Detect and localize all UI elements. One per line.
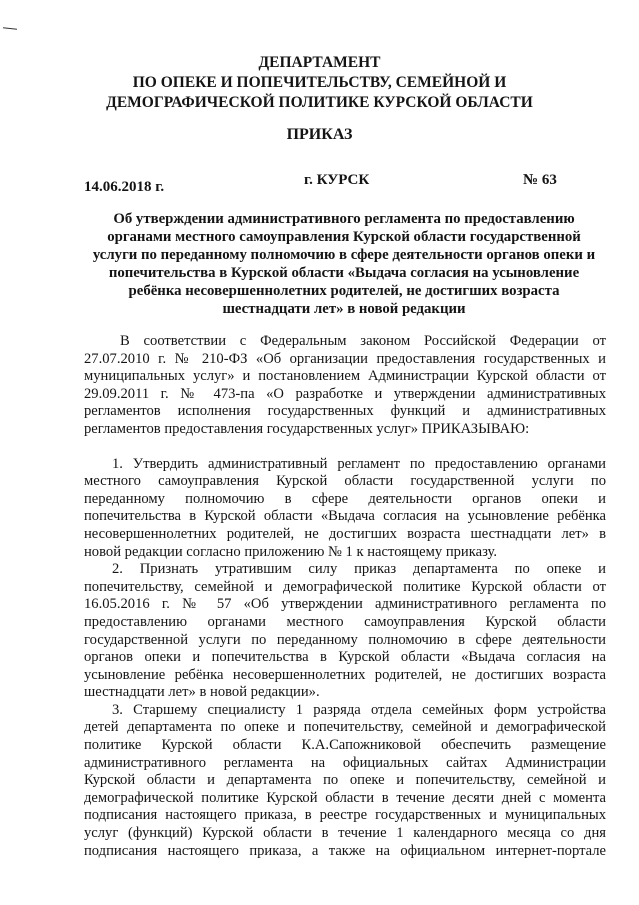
text-line: попечительства в Курской области «Выдача согласия на усыновление ребёнка — [84, 508, 606, 525]
text-line: демографической политике Курской области в течение десяти дней с момента — [84, 789, 606, 806]
scan-mark — [3, 27, 17, 29]
item-paragraph-1 — [84, 456, 606, 562]
text-line: детей департамента по опеке и попечительству, семейной и демографической — [84, 719, 606, 736]
text-line: В соответствии с Федеральным законом Российской Федерации от — [120, 333, 606, 349]
text-line: услуг (функций) Курской области в течение 1 календарного месяца со дня — [84, 825, 606, 842]
title-line: органами местного самоуправления Курской области государственной — [107, 229, 581, 245]
text-line: 16.05.2016 г. № 57 «Об утверждении административного регламента по — [84, 596, 606, 613]
text-line: подписания настоящего приказа, в реестре государственных и муниципальных — [84, 807, 606, 824]
text-line: регламентов предоставления государственных услуг» ПРИКАЗЫВАЮ: — [84, 420, 530, 437]
order-city: г. КУРСК — [304, 172, 370, 188]
text-line: административного регламента на официальных сайтах Администрации — [84, 754, 606, 771]
text-line: шестнадцати лет» в новой редакции». — [84, 684, 320, 701]
text-line: переданному полномочию в сфере деятельности органов опеки и — [84, 490, 606, 507]
text-line: новой редакции согласно приложению № 1 к настоящему приказу. — [84, 543, 498, 560]
title-line: ребёнка несовершеннолетних родителей, не достигших возраста — [128, 283, 560, 299]
header-line: ДЕМОГРАФИЧЕСКОЙ ПОЛИТИКЕ КУРСКОЙ ОБЛАСТИ — [106, 94, 533, 111]
preamble-paragraph — [84, 333, 606, 439]
department-header — [0, 53, 639, 113]
text-line: подписания настоящего приказа, а также на официальном интернет-портале — [84, 842, 606, 859]
order-date: 14.06.2018 г. — [84, 179, 165, 195]
title-line: попечительства в Курской области «Выдача согласия на усыновление — [108, 265, 580, 281]
text-line: политике Курской области К.А.Сапожниковой обеспечить размещение — [84, 737, 606, 754]
title-line: шестнадцати лет» в новой редакции — [222, 301, 466, 317]
text-line: государственной услуги по переданному полномочию в сфере деятельности — [84, 631, 606, 648]
text-line: 2. Признать утратившим силу приказ департамента по опеке и — [112, 561, 606, 578]
item-paragraph-2 — [84, 561, 606, 702]
header-line: ПО ОПЕКЕ И ПОПЕЧИТЕЛЬСТВУ, СЕМЕЙНОЙ И — [132, 74, 507, 91]
text-line: 27.07.2010 г. № 210-ФЗ «Об организации предоставления государственных и — [84, 350, 606, 367]
text-line: органов опеки и попечительства в Курской области «Выдача согласия на — [84, 649, 606, 666]
text-line: 1. Утвердить административный регламент по предоставлению органами — [112, 455, 606, 472]
order-title: ПРИКАЗ — [286, 126, 353, 143]
text-line: местного самоуправления Курской области государственной услуги по — [84, 473, 606, 490]
title-line: Об утверждении административного регламента по предоставлению — [113, 211, 575, 227]
text-line: попечительству, семейной и демографической политике Курской области от — [84, 578, 606, 595]
header-line: ДЕПАРТАМЕНТ — [258, 54, 381, 71]
text-line: Курской области и департамента по опеке и попечительству, семейной и — [84, 772, 606, 789]
text-line: усыновление ребёнка несовершеннолетних родителей, не достигших возраста — [84, 666, 606, 683]
text-line: 3. Старшему специалисту 1 разряда отдела семейных форм устройства — [112, 701, 606, 718]
text-line: несовершеннолетних родителей, не достигших возраста шестнадцати лет» в — [84, 525, 606, 542]
item-paragraph-3 — [84, 702, 606, 860]
text-line: 29.09.2011 г. № 473-па «О разработке и утверждении административных — [84, 385, 606, 402]
text-line: регламентов исполнения государственных функций и административных — [84, 403, 606, 420]
text-line: предоставлению органами местного самоуправления Курской области — [84, 613, 606, 630]
document-body — [84, 333, 606, 860]
order-number: № 63 — [523, 172, 557, 188]
title-line: услуги по переданному полномочию в сфере деятельности органов опеки и — [92, 247, 596, 263]
document-title — [84, 210, 604, 318]
text-line: муниципальных услуг» и постановлением Администрации Курской области от — [84, 368, 606, 385]
